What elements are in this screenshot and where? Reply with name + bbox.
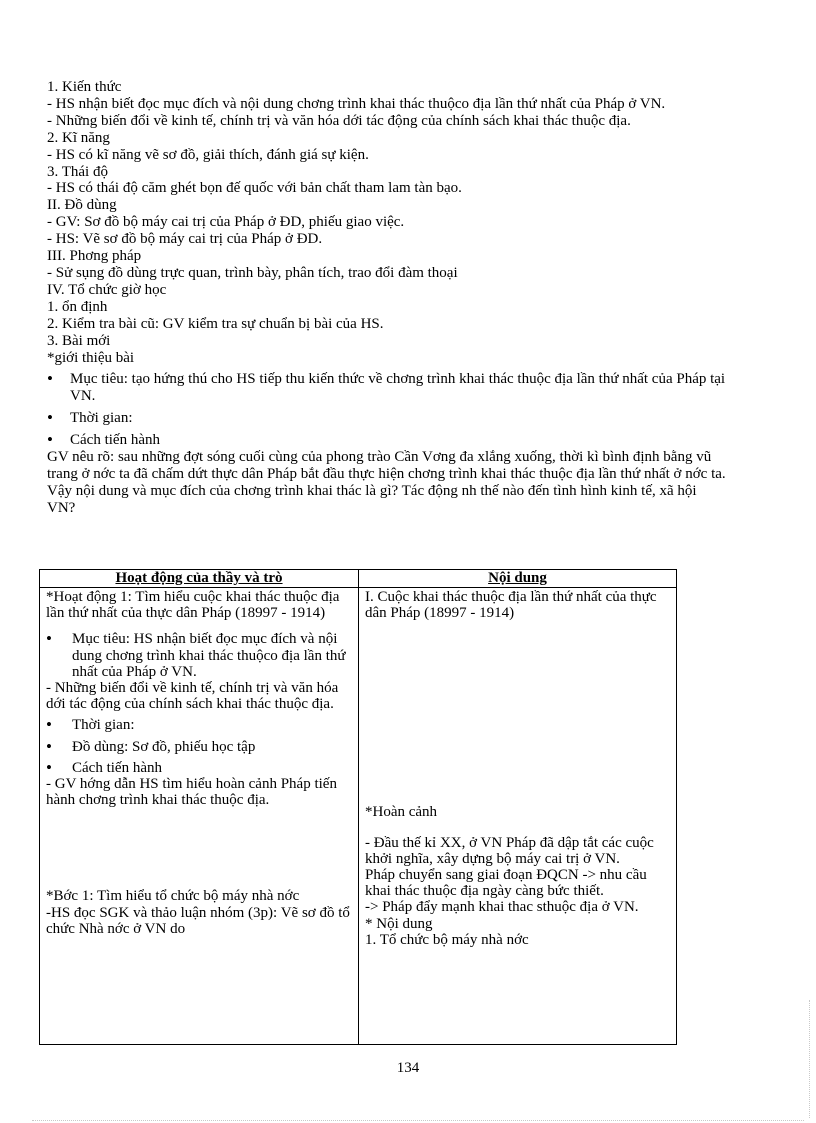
activities-cell [40, 588, 359, 1045]
step-title: *Bớc 1: Tìm hiểu tổ chức bộ máy nhà nớc [46, 888, 300, 905]
heading-materials: II. Đồ dùng [47, 197, 117, 214]
heading-attitude: 3. Thái độ [47, 163, 108, 180]
bullet-item [47, 410, 727, 427]
bullet-icon: • [47, 369, 53, 389]
text-line: - Những biến đổi về kinh tế, chính trị và văn hóa dới tác động của chính sách khai thác thuộc địa. [46, 680, 339, 713]
bullet-text: Mục tiêu: HS nhận biết đọc mục đích và nội dung chơng trình khai thác thuộco địa lần thứ nhất của Pháp ở VN. [72, 631, 346, 680]
bullet-text: Mục tiêu: tạo hứng thú cho HS tiếp thu kiến thức về chơng trình khai thác thuộc địa lần thứ nhất của Pháp tại VN. [70, 371, 726, 405]
bullet-item [47, 432, 727, 449]
heading-method: III. Phơng pháp [47, 248, 142, 265]
bullet-item [46, 631, 352, 680]
text-line: -> Pháp đẩy mạnh khai thac sthuộc địa ở VN. [365, 899, 639, 916]
page-edge-divider [32, 1120, 804, 1121]
bullet-icon: • [46, 736, 52, 756]
heading-knowledge: 1. Kiến thức [47, 79, 122, 95]
text-line: - Sử sụng đồ dùng trực quan, trình bày, phân tích, trao đổi đàm thoại [47, 264, 458, 281]
page-number: 134 [396, 1060, 420, 1076]
activity-title: *Hoạt động 1: Tìm hiểu cuộc khai thác thuộc địa lần thứ nhất của thực dân Pháp (18997 - 1914) [46, 589, 340, 622]
content-cell [359, 588, 677, 1045]
heading-organization: IV. Tổ chức giờ học [47, 281, 167, 298]
bullet-icon: • [46, 629, 52, 649]
bullet-icon: • [47, 430, 53, 450]
bullet-item [46, 717, 352, 733]
bullet-text: Đồ dùng: Sơ đồ, phiếu học tập [72, 738, 256, 755]
bullet-text: Cách tiến hành [72, 759, 162, 776]
text-line: - Những biến đổi về kinh tế, chính trị và văn hóa dới tác động của chính sách khai thác thuộc địa. [47, 112, 631, 129]
bullet-item [47, 371, 727, 405]
intro-paragraph: GV nêu rõ: sau những đợt sóng cuối cùng của phong trào Cần Vơng đa xlắng xuống, thời kì bình định bằng vũ trang ở nớc ta đã chấm dứt thực dân Pháp bắt đầu thực hiện chơng trình khai thác thuộc địa lần thứ nhất ở nớc ta. Vậy nội dung và mục đích của chơng trình khai thác là gì? Tác động nh thế nào đến tình hình kinh tế, xã hội VN? [47, 449, 726, 516]
subheading-content: * Nội dung [365, 915, 433, 932]
page-edge-divider [809, 1000, 810, 1118]
text-line: - Đầu thế kỉ XX, ở VN Pháp đã dập tắt các cuộc khởi nghĩa, xây dựng bộ máy cai trị ở VN. [365, 834, 654, 867]
text-line: 1. ổn định [47, 298, 108, 315]
bullet-icon: • [47, 408, 53, 428]
column-header-activities: Hoạt động của thầy và trò [40, 570, 359, 588]
bullet-icon: • [46, 715, 52, 735]
text-line: - HS nhận biết đọc mục đích và nội dung chơng trình khai thác thuộco địa lần thứ nhất của Pháp ở VN. [47, 95, 666, 112]
bullet-text: Cách tiến hành [70, 432, 160, 449]
text-line: - HS: Vẽ sơ đồ bộ máy cai trị của Pháp ở ĐD. [47, 231, 323, 248]
text-line: *giới thiệu bài [47, 349, 135, 366]
bullet-text: Thời gian: [72, 717, 135, 734]
lesson-objectives [47, 79, 727, 517]
bullet-item [46, 757, 352, 777]
text-line: -HS đọc SGK và thảo luận nhóm (3p): Vẽ sơ đồ tổ chức Nhà nớc ở VN do [46, 904, 350, 937]
subheading-context: *Hoàn cảnh [365, 804, 438, 821]
text-line: - GV: Sơ đồ bộ máy cai trị của Pháp ở ĐD, phiếu giao việc. [47, 214, 405, 231]
text-line: - HS có thái độ căm ghét bọn đế quốc với bản chất tham lam tàn bạo. [47, 180, 462, 197]
text-line: Pháp chuyển sang giai đoạn ĐQCN -> nhu cầu khai thác thuộc địa ngày càng bức thiết. [365, 867, 647, 900]
heading-skills: 2. Kĩ năng [47, 129, 110, 146]
column-header-content: Nội dung [359, 570, 677, 588]
text-line: 1. Tổ chức bộ máy nhà nớc [365, 931, 529, 948]
text-line: - GV hớng dẫn HS tìm hiểu hoàn cảnh Pháp tiến hành chơng trình khai thác thuộc địa. [46, 776, 337, 809]
text-line: 2. Kiểm tra bài cũ: GV kiểm tra sự chuẩn bị bài của HS. [47, 315, 384, 332]
bullet-item [46, 736, 352, 756]
section-title: I. Cuộc khai thác thuộc địa lần thứ nhất của thực dân Pháp (18997 - 1914) [365, 589, 657, 622]
bullet-icon: • [46, 757, 52, 777]
bullet-text: Thời gian: [70, 410, 133, 427]
text-line: 3. Bài mới [47, 332, 111, 349]
lesson-table [39, 569, 677, 1045]
text-line: - HS có kĩ năng vẽ sơ đồ, giải thích, đánh giá sự kiện. [47, 146, 369, 163]
